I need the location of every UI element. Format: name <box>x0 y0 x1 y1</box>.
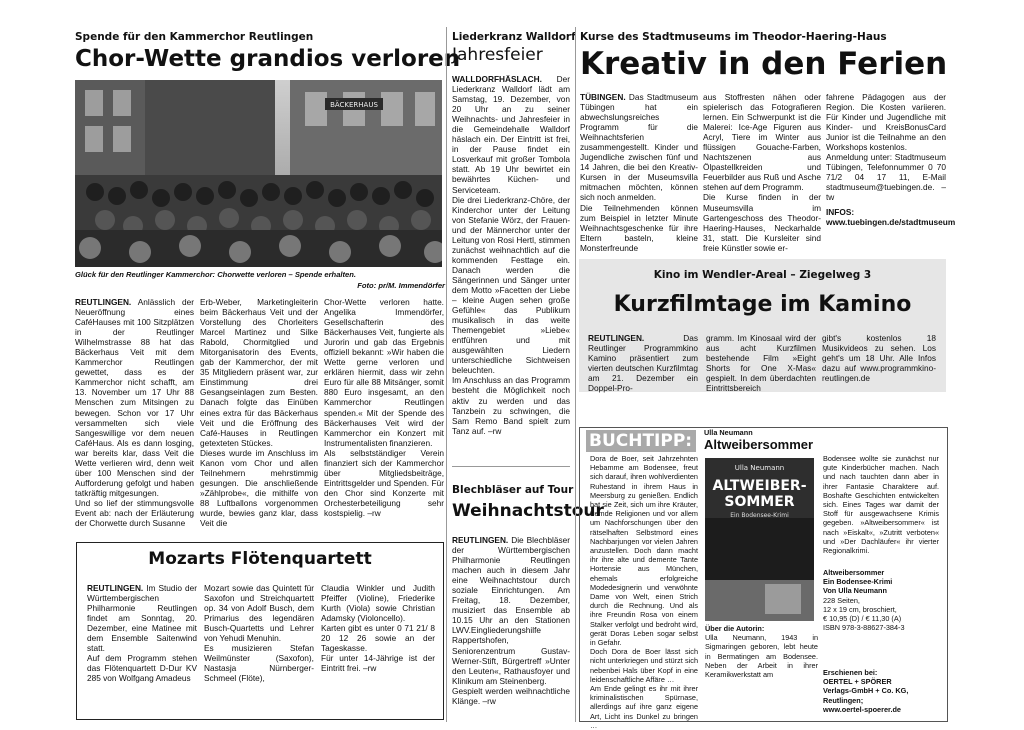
buchtipp-about: Über die Autorin: Ulla Neumann, 1943 in Sigmaringen geboren, lebt heute in Bermatingen am Bodensee. Neben der Arbeit in ihrer Keramikwerkstatt am <box>705 624 818 680</box>
mozart-headline: Mozarts Flötenquartett <box>148 549 372 569</box>
chor-kicker: Spende für den Kammerchor Reutlingen <box>75 31 314 43</box>
kreativ-col-2: aus Stoffresten nähen oder spielerisch das Fotografieren lernen. Ein Schwerpunkt ist die Malerei: Ice-Age Figuren aus Acryl, Tiere im Winter aus flüssigen Gouache-Farben, Nachtszenen aus Ölpastellkreiden und Feuerbilder aus Ruß und Asche stehen auf dem Programm. Die Kurse finden in der Museumsvilla im Gartengeschoss des Theodor-Haering-Hauses, Neckarhalde 31, statt. Die Kursleiter sind freie Künstler sowie er- <box>703 92 821 253</box>
buchtipp-publisher: Erschienen bei: OERTEL + SPÖRER Verlags-GmbH + Co. KG, Reutlingen; www.oertel-spoerer.de <box>823 668 941 714</box>
buchtipp-col-3: Bodensee wollte sie zunächst nur gute Kinderbücher machen. Nach und nach tauchten dann aber in ihrer Fantasie Charaktere auf. Boshafte Geschichten entwickelten sich. Eines Tages war damit der Stoff für ausgewachsene Krimis gegeben. »Altweibersommer« ist nach »Eiskalt«, »Zutritt verboten« und »Der Dachläufer« ihr vierter Regionalkrimi. <box>823 454 939 556</box>
kreativ-infos-link[interactable]: www.tuebingen.de/stadtmuseum <box>826 216 956 227</box>
kino-col-1: REUTLINGEN. Das Reutlinger Programmkino Kamino präsentiert zum vierten deutschen Kurzfilmtag am 21. Dezember ein Doppel-Pro- <box>588 333 698 394</box>
cover-title-2: SOMMER <box>724 494 795 510</box>
chor-col-3: Chor-Wette verloren hatte. Angelika Immendörfer, Gesellschafterin des Bäckerhauses Veit, fungierte als Jurorin und gab das Ergebnis offiziell bekannt: »Wir haben die Wette gerne verloren und erklären hiermit, dass wir zehn Euro für alle 88 Mitsänger, somit 880 Euro insgesamt, an den Kammerchor Reutlingen spenden.« Mit der Spende des Bäckerhauses Veit wird der Kammerchor ein Konzert mit Instrumentalisten finanzieren. Als selbstständiger Verein finanziert sich der Kammerchor über Mitgliedsbeiträge, Eintrittsgelder und Spenden. Für den Chor sind Konzerte mit Orchesterbeteiligung sehr kostspielig. –rw <box>324 297 444 518</box>
cover-title-1: ALTWEIBER- <box>712 478 807 494</box>
blech-body: REUTLINGEN. Die Blechbläser der Württembergischen Philharmonie Reutlingen machen auch in diesem Jahr eine Weihnachtstour durch soziale Einrichtungen. Am Freitag, 18. Dezember, musiziert das Ensemble ab 10.15 Uhr an den Stationen LWV.Eingliederungshilfe Rappertshofen, Seniorenzentrum Gustav-Werner-Stift, Bürgertreff »Unter den Leuten«, Rathausfoyer und Klinikum am Steinenberg. Gespielt werden weihnachtliche Klänge. –rw <box>452 535 570 706</box>
photo-sign: BÄCKERHAUS <box>330 101 378 109</box>
buchtipp-facts: Altweibersommer Ein Bodensee-Krimi Von Ulla Neumann 228 Seiten, 12 x 19 cm, broschiert, € 10,95 (D) / € 11,30 (A) ISBN 978-3-88627-384-3 <box>823 568 905 633</box>
buchtipp-col-1: Dora de Boer, seit Jahrzehnten Hebamme am Bodensee, freut sich darauf, ihren wohlverdienten Ruhestand in ihrem Haus in Meersburg zu genießen. Endlich hat sie Zeit, sich um ihre Kräuter, fremde Religionen und vor allem um Nachforschungen über den rätselhaften Selbstmord eines Nachbarjungen vor vielen Jahren anzustellen. Doch dann macht ihr ihre alte und demente Tante Hortensie aus München, ehemals erfolgreiche Modedesignerin und verwöhnte Dame von Welt, einen Strich durch die Rechnung. Und als ihre Freundin Rosa von einem Stalker verfolgt und bedroht wird, gerät Doras Leben sogar selbst in Gefahr. Doch Dora de Boer lässt sich nicht unterkriegen und stürzt sich nebenbei Hals über Kopf in eine leidenschaftliche Affäre … Am Ende gelingt es ihr mit ihrer kriminalistischen Spürnase, allerdings auf ihre ganz eigene Art, Licht ins Dunkel zu bringen … <box>590 454 698 730</box>
kino-col-3: gibt's kostenlos 18 Musikvideos zu sehen. Los geht's um 18 Uhr. Alle Infos dazu auf www.programmkino-reutlingen.de <box>822 333 936 384</box>
chor-col-1: REUTLINGEN. Anlässlich der Neueröffnung eines CaféHauses mit 100 Sitzplätzen in der Reutlinger Wilhelmstrasse 88 hat das Bäckerhaus Veit mit dem Kammerchor Reutlingen gewettet, dass es der Kammerchor nicht schafft, am 13. November um 17 Uhr 88 Menschen zum Mitsingen zu bewegen. Schon vor 17 Uhr versammelten sich viele Sangeswillige vor dem neuen CaféHaus. Als es dann losging, war bereits klar, dass Veit die Wette verlieren wird, denn weit über 100 Menschen sind der Aufforderung gefolgt und haben tatkräftig mitgesungen. Und so lief der stimmungsvolle Event ab: nach der Erläuterung der Chorwette durch Susanne <box>75 297 194 529</box>
publisher-link[interactable]: www.oertel-spoerer.de <box>823 704 901 714</box>
mozart-col-1: REUTLINGEN. Im Studio der Württembergischen Philharmonie Reutlingen findet am Sonntag, 20. Dezember, eine Matinee mit dem Ensemble Saitenwind statt. Auf dem Programm stehen das Flötenquartett D-Dur KV 285 von Wolfgang Amadeus <box>87 583 197 684</box>
buchtipp-title: Altweibersommer <box>704 437 814 452</box>
liederkranz-headline: Jahresfeier <box>452 45 543 65</box>
choir-photo <box>75 80 442 267</box>
buchtipp-label-bg <box>586 430 696 452</box>
mozart-col-3: Claudia Winkler und Judith Pfeiffer (Violine), Friederike Kurth (Viola) sowie Christian Adamsky (Violoncello). Karten gibt es unter 0 71 21/ 8 20 12 26 sowie an der Tageskasse. Für unter 14-Jährige ist der Eintritt frei. –rw <box>321 583 435 674</box>
kreativ-headline: Kreativ in den Ferien <box>580 46 948 82</box>
kino-col-2: gramm. Im Kinosaal wird der aus acht Kurzfilmen bestehende Film »Eight Shorts for One X-Mas« gespielt. In dem überdachten Eintrittsbereich <box>706 333 816 394</box>
buchtipp-author: Ulla Neumann <box>704 428 753 437</box>
blech-headline: Weihnachtstour <box>452 501 604 521</box>
chor-dateline: REUTLINGEN. <box>75 297 132 307</box>
buchtipp-label: BUCHTIPP: <box>589 431 693 451</box>
column-divider <box>575 27 576 722</box>
chor-headline: Chor-Wette grandios verloren <box>75 46 461 72</box>
liederkranz-kicker: Liederkranz Walldorf <box>452 31 576 43</box>
liederkranz-body: WALLDORFHÄSLACH. Der Liederkranz Walldorf lädt am Samstag, 19. Dezember, von 20 Uhr an zu seiner Weihnachts- und Jahresfeier in die Gemeindehalle Walldorf häslach ein. Der Eintritt ist frei, in der Pause findet ein Losverkauf mit großer Tombola statt. Ab 19 Uhr bewirtet ein bewährtes Küchen- und Serviceteam. Die drei Liederkranz-Chöre, der Kinderchor unter der Leitung von Stefanie Wörz, der Frauen- und der Männerchor unter der Leitung von Rosi Hertl, stimmen zunächst weihnachtlich auf die kommenden Festtage ein. Danach werden die Sängerinnen und Sänger unter dem Motto »Facetten der Liebe – kleine Augen sehen große Gefühle« das Publikum musikalisch in das weite Themengebiet »Liebe« entführen und mit ausgewählten Liedern unterschiedliche Sichtweisen beleuchten. Im Anschluss an das Programm besteht die Möglichkeit noch aktiv zu werden und das Tanzbein zu schwingen, die Sam Remo Band spielt zum Tanz auf. –rw <box>452 74 570 436</box>
chor-col-2: Erb-Weber, Marketingleiterin beim Bäckerhaus Veit und der Vorstellung des Chorleiters Marcel Martinez und Silke Rabold, Chormitglied und Mitorganisatorin des Events, gab der Kammerchor, der mit 35 Mitgliedern präsent war, zur Einstimmung drei Gesangseinlagen zum Besten. Danach folgte das Einüben eines extra für das Bäckerhaus Veit und die Eröffnung des Café-Hauses in Reutlingen getexteten Stückes. Dieses wurde im Anschluss im Kanon vom Chor und allen Teilnehmern mehrstimmig gesungen. Die anschließende »Zählprobe«, die mithilfe von 88 Luftballons vorgenommen wurde, bewies ganz klar, dass Veit die <box>200 297 318 529</box>
cover-author: Ulla Neumann <box>734 464 785 472</box>
rule <box>452 466 570 467</box>
kreativ-kicker: Kurse des Stadtmuseums im Theodor-Haering-Haus <box>580 31 887 43</box>
column-divider <box>446 27 447 722</box>
chor-signature: –rw <box>367 507 381 518</box>
kino-kicker: Kino im Wendler-Areal – Ziegelweg 3 <box>653 269 872 281</box>
blech-kicker: Blechbläser auf Tour <box>452 484 574 496</box>
cover-subtitle: Ein Bodensee-Krimi <box>730 512 789 519</box>
kino-headline: Kurzfilmtage im Kamino <box>613 292 912 317</box>
kreativ-col-1: TÜBINGEN. Das Stadtmuseum Tübingen hat ein abwechslungsreiches Programm für die Weihnachtsferien zusammengestellt. Kinder und Jugendliche zwischen fünf und 14 Jahren, die bei den Kreativ-Kursen in der Museumsvilla mitmachen möchten, können sich noch anmelden. Die Teilnehmenden können zum Beispiel in letzter Minute Weihnachtsgeschenke für ihre Eltern basteln, kleine Monsterfreunde <box>580 92 698 253</box>
chor-photo-credit: Foto: pr/M. Immendörfer <box>357 281 445 290</box>
book-cover <box>705 458 814 621</box>
kreativ-col-3: fahrene Pädagogen aus der Region. Die Kosten variieren. Für Kinder und Jugendliche mit Kinder- und KreisBonusCard Junior ist die Teilnahme an den Workshops kostenlos. Anmeldung unter: Stadtmuseum Tübingen, Telefonnummer 0 70 71/2 04 17 11, E-Mail stadtmuseum@tuebingen.de. –tw INFOS: www.tuebingen.de/stadtmuseum <box>826 92 956 227</box>
chor-photo-caption: Glück für den Reutlinger Kammerchor: Chorwette verloren – Spende erhalten. <box>75 270 357 279</box>
mozart-col-2: Mozart sowie das Quintett für Saxofon und Streichquartett op. 34 von Adolf Busch, dem Primarius des legendären Busch-Quartetts und Lehrer von Yehudi Menuhin. Es musizieren Stefan Weilmünster (Saxofon), Nastasja Nürnberger-Schmeel (Flöte), <box>204 583 314 684</box>
